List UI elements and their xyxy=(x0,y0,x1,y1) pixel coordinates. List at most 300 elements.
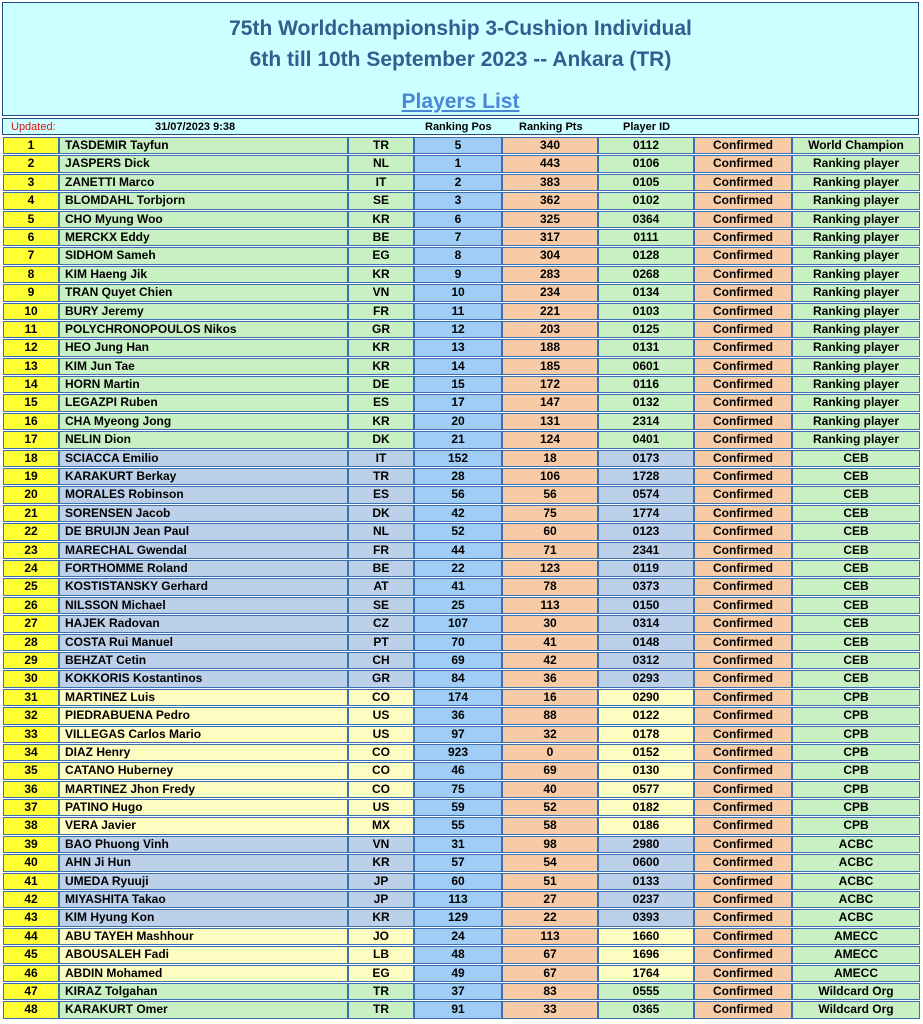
player-number: 21 xyxy=(3,505,59,522)
player-status: Confirmed xyxy=(694,247,792,264)
player-nationality: ES xyxy=(348,394,414,411)
player-name: DE BRUIJN Jean Paul xyxy=(59,523,348,540)
player-number: 26 xyxy=(3,597,59,614)
player-number: 44 xyxy=(3,928,59,945)
qualification-type: CEB xyxy=(792,578,920,595)
player-number: 17 xyxy=(3,431,59,448)
qualification-type: AMECC xyxy=(792,928,920,945)
table-row xyxy=(0,523,923,541)
player-name: KARAKURT Berkay xyxy=(59,468,348,485)
ranking-pts: 78 xyxy=(502,578,598,595)
player-name: SCIACCA Emilio xyxy=(59,450,348,467)
table-row xyxy=(0,817,923,835)
qualification-type: Ranking player xyxy=(792,192,920,209)
table-row xyxy=(0,652,923,670)
player-name: LEGAZPI Ruben xyxy=(59,394,348,411)
ranking-pos: 55 xyxy=(414,817,502,834)
ranking-pts: 69 xyxy=(502,762,598,779)
player-status: Confirmed xyxy=(694,174,792,191)
player-number: 16 xyxy=(3,413,59,430)
player-status: Confirmed xyxy=(694,560,792,577)
ranking-pts: 340 xyxy=(502,137,598,154)
qualification-type: Ranking player xyxy=(792,431,920,448)
player-nationality: JO xyxy=(348,928,414,945)
table-row xyxy=(0,229,923,247)
ranking-pts: 203 xyxy=(502,321,598,338)
ranking-pos: 152 xyxy=(414,450,502,467)
player-number: 37 xyxy=(3,799,59,816)
qualification-type: Wildcard Org xyxy=(792,983,920,1000)
player-name: HEO Jung Han xyxy=(59,339,348,356)
player-status: Confirmed xyxy=(694,542,792,559)
table-row xyxy=(0,965,923,983)
player-nationality: FR xyxy=(348,303,414,320)
player-nationality: BE xyxy=(348,229,414,246)
ranking-pts: 22 xyxy=(502,909,598,926)
player-id: 0111 xyxy=(598,229,694,246)
ranking-pts: 188 xyxy=(502,339,598,356)
qualification-type: Ranking player xyxy=(792,394,920,411)
player-number: 9 xyxy=(3,284,59,301)
player-nationality: LB xyxy=(348,946,414,963)
ranking-pos: 59 xyxy=(414,799,502,816)
ranking-pts: 147 xyxy=(502,394,598,411)
player-status: Confirmed xyxy=(694,726,792,743)
player-status: Confirmed xyxy=(694,799,792,816)
player-status: Confirmed xyxy=(694,431,792,448)
player-id: 0122 xyxy=(598,707,694,724)
ranking-pos: 14 xyxy=(414,358,502,375)
player-status: Confirmed xyxy=(694,707,792,724)
player-nationality: KR xyxy=(348,909,414,926)
qualification-type: Ranking player xyxy=(792,376,920,393)
player-number: 27 xyxy=(3,615,59,632)
player-id: 0173 xyxy=(598,450,694,467)
ranking-pts: 41 xyxy=(502,634,598,651)
table-row xyxy=(0,486,923,504)
player-name: FORTHOMME Roland xyxy=(59,560,348,577)
ranking-pos: 69 xyxy=(414,652,502,669)
player-number: 4 xyxy=(3,192,59,209)
table-row xyxy=(0,192,923,210)
player-id: 0130 xyxy=(598,762,694,779)
qualification-type: CEB xyxy=(792,486,920,503)
ranking-pts: 33 xyxy=(502,1001,598,1018)
qualification-type: CPB xyxy=(792,689,920,706)
player-number: 46 xyxy=(3,965,59,982)
player-name: MORALES Robinson xyxy=(59,486,348,503)
ranking-pts: 172 xyxy=(502,376,598,393)
ranking-pos: 44 xyxy=(414,542,502,559)
ranking-pos: 52 xyxy=(414,523,502,540)
player-nationality: KR xyxy=(348,854,414,871)
player-nationality: EG xyxy=(348,965,414,982)
player-nationality: US xyxy=(348,799,414,816)
ranking-pts: 317 xyxy=(502,229,598,246)
player-nationality: SE xyxy=(348,192,414,209)
ranking-pts: 54 xyxy=(502,854,598,871)
player-nationality: NL xyxy=(348,523,414,540)
player-name: JASPERS Dick xyxy=(59,155,348,172)
player-number: 19 xyxy=(3,468,59,485)
ranking-pts: 51 xyxy=(502,873,598,890)
player-nationality: BE xyxy=(348,560,414,577)
players-table xyxy=(0,137,923,1020)
player-name: KIM Jun Tae xyxy=(59,358,348,375)
player-nationality: US xyxy=(348,726,414,743)
player-id: 0186 xyxy=(598,817,694,834)
ranking-pos: 7 xyxy=(414,229,502,246)
ranking-pts: 221 xyxy=(502,303,598,320)
player-nationality: DK xyxy=(348,505,414,522)
player-number: 32 xyxy=(3,707,59,724)
ranking-pos: 75 xyxy=(414,781,502,798)
player-status: Confirmed xyxy=(694,450,792,467)
player-status: Confirmed xyxy=(694,744,792,761)
player-nationality: VN xyxy=(348,836,414,853)
player-number: 8 xyxy=(3,266,59,283)
player-nationality: TR xyxy=(348,1001,414,1018)
ranking-pos: 9 xyxy=(414,266,502,283)
qualification-type: CPB xyxy=(792,799,920,816)
table-row xyxy=(0,836,923,854)
player-id: 0178 xyxy=(598,726,694,743)
ranking-pos: 28 xyxy=(414,468,502,485)
player-name: CATANO Huberney xyxy=(59,762,348,779)
player-id: 0293 xyxy=(598,670,694,687)
ranking-pos: 15 xyxy=(414,376,502,393)
player-number: 2 xyxy=(3,155,59,172)
qualification-type: ACBC xyxy=(792,909,920,926)
player-number: 11 xyxy=(3,321,59,338)
qualification-type: CPB xyxy=(792,726,920,743)
player-id: 0150 xyxy=(598,597,694,614)
qualification-type: CEB xyxy=(792,597,920,614)
player-name: BURY Jeremy xyxy=(59,303,348,320)
player-id: 0116 xyxy=(598,376,694,393)
player-status: Confirmed xyxy=(694,983,792,1000)
player-number: 45 xyxy=(3,946,59,963)
player-status: Confirmed xyxy=(694,670,792,687)
table-row xyxy=(0,689,923,707)
player-nationality: JP xyxy=(348,873,414,890)
table-row xyxy=(0,155,923,173)
player-nationality: FR xyxy=(348,542,414,559)
player-nationality: GR xyxy=(348,321,414,338)
qualification-type: CEB xyxy=(792,450,920,467)
player-status: Confirmed xyxy=(694,413,792,430)
table-row xyxy=(0,762,923,780)
qualification-type: CPB xyxy=(792,762,920,779)
ranking-pos: 113 xyxy=(414,891,502,908)
ranking-pts: 113 xyxy=(502,597,598,614)
ranking-pts: 56 xyxy=(502,486,598,503)
player-name: KIRAZ Tolgahan xyxy=(59,983,348,1000)
table-row xyxy=(0,946,923,964)
ranking-pos: 22 xyxy=(414,560,502,577)
player-nationality: CO xyxy=(348,781,414,798)
player-name: MARTINEZ Jhon Fredy xyxy=(59,781,348,798)
ranking-pts: 124 xyxy=(502,431,598,448)
table-row xyxy=(0,781,923,799)
player-name: ZANETTI Marco xyxy=(59,174,348,191)
qualification-type: Ranking player xyxy=(792,229,920,246)
player-id: 0237 xyxy=(598,891,694,908)
ranking-pts: 383 xyxy=(502,174,598,191)
player-name: BAO Phuong Vinh xyxy=(59,836,348,853)
player-name: DIAZ Henry xyxy=(59,744,348,761)
player-id: 0123 xyxy=(598,523,694,540)
player-name: BEHZAT Cetin xyxy=(59,652,348,669)
ranking-pos: 37 xyxy=(414,983,502,1000)
player-nationality: VN xyxy=(348,284,414,301)
table-row xyxy=(0,707,923,725)
ranking-pos: 1 xyxy=(414,155,502,172)
player-id: 0574 xyxy=(598,486,694,503)
player-nationality: IT xyxy=(348,450,414,467)
player-id: 1774 xyxy=(598,505,694,522)
qualification-type: Ranking player xyxy=(792,303,920,320)
player-name: VERA Javier xyxy=(59,817,348,834)
player-number: 13 xyxy=(3,358,59,375)
table-row xyxy=(0,431,923,449)
player-nationality: TR xyxy=(348,137,414,154)
player-id: 1696 xyxy=(598,946,694,963)
player-nationality: KR xyxy=(348,211,414,228)
ranking-pos: 20 xyxy=(414,413,502,430)
ranking-pos: 12 xyxy=(414,321,502,338)
player-name: KIM Haeng Jik xyxy=(59,266,348,283)
ranking-pos: 97 xyxy=(414,726,502,743)
player-number: 12 xyxy=(3,339,59,356)
player-number: 48 xyxy=(3,1001,59,1018)
player-nationality: ES xyxy=(348,486,414,503)
ranking-pos: 2 xyxy=(414,174,502,191)
player-status: Confirmed xyxy=(694,394,792,411)
player-number: 1 xyxy=(3,137,59,154)
qualification-type: CEB xyxy=(792,615,920,632)
player-name: SIDHOM Sameh xyxy=(59,247,348,264)
ranking-pos: 31 xyxy=(414,836,502,853)
column-header-ranking-pts: Ranking Pts xyxy=(519,121,583,133)
player-name: HAJEK Radovan xyxy=(59,615,348,632)
player-id: 0555 xyxy=(598,983,694,1000)
player-name: KOKKORIS Kostantinos xyxy=(59,670,348,687)
qualification-type: CPB xyxy=(792,781,920,798)
player-name: TASDEMIR Tayfun xyxy=(59,137,348,154)
player-status: Confirmed xyxy=(694,836,792,853)
player-id: 0365 xyxy=(598,1001,694,1018)
player-nationality: PT xyxy=(348,634,414,651)
player-status: Confirmed xyxy=(694,211,792,228)
player-number: 6 xyxy=(3,229,59,246)
player-name: MERCKX Eddy xyxy=(59,229,348,246)
table-row xyxy=(0,542,923,560)
qualification-type: ACBC xyxy=(792,836,920,853)
player-status: Confirmed xyxy=(694,597,792,614)
qualification-type: AMECC xyxy=(792,946,920,963)
player-number: 15 xyxy=(3,394,59,411)
ranking-pos: 48 xyxy=(414,946,502,963)
player-name: CHO Myung Woo xyxy=(59,211,348,228)
player-nationality: EG xyxy=(348,247,414,264)
ranking-pts: 18 xyxy=(502,450,598,467)
player-id: 0601 xyxy=(598,358,694,375)
player-name: VILLEGAS Carlos Mario xyxy=(59,726,348,743)
table-row xyxy=(0,578,923,596)
player-number: 47 xyxy=(3,983,59,1000)
qualification-type: CPB xyxy=(792,817,920,834)
player-id: 0312 xyxy=(598,652,694,669)
player-nationality: CH xyxy=(348,652,414,669)
player-status: Confirmed xyxy=(694,873,792,890)
ranking-pts: 283 xyxy=(502,266,598,283)
player-name: KARAKURT Omer xyxy=(59,1001,348,1018)
table-row xyxy=(0,468,923,486)
ranking-pts: 325 xyxy=(502,211,598,228)
qualification-type: Ranking player xyxy=(792,211,920,228)
player-nationality: JP xyxy=(348,891,414,908)
page-header xyxy=(2,2,919,116)
qualification-type: ACBC xyxy=(792,873,920,890)
qualification-type: CEB xyxy=(792,634,920,651)
player-name: HORN Martin xyxy=(59,376,348,393)
ranking-pos: 129 xyxy=(414,909,502,926)
player-status: Confirmed xyxy=(694,229,792,246)
player-nationality: AT xyxy=(348,578,414,595)
player-id: 0314 xyxy=(598,615,694,632)
ranking-pos: 49 xyxy=(414,965,502,982)
ranking-pos: 8 xyxy=(414,247,502,264)
ranking-pts: 27 xyxy=(502,891,598,908)
ranking-pos: 10 xyxy=(414,284,502,301)
ranking-pts: 32 xyxy=(502,726,598,743)
player-id: 0119 xyxy=(598,560,694,577)
table-row xyxy=(0,284,923,302)
updated-timestamp: 31/07/2023 9:38 xyxy=(155,121,236,133)
player-name: UMEDA Ryuuji xyxy=(59,873,348,890)
ranking-pts: 75 xyxy=(502,505,598,522)
ranking-pos: 91 xyxy=(414,1001,502,1018)
ranking-pos: 17 xyxy=(414,394,502,411)
player-status: Confirmed xyxy=(694,358,792,375)
qualification-type: CEB xyxy=(792,560,920,577)
player-number: 18 xyxy=(3,450,59,467)
qualification-type: Ranking player xyxy=(792,284,920,301)
player-nationality: US xyxy=(348,707,414,724)
player-number: 33 xyxy=(3,726,59,743)
player-number: 3 xyxy=(3,174,59,191)
player-status: Confirmed xyxy=(694,137,792,154)
player-name: ABU TAYEH Mashhour xyxy=(59,928,348,945)
table-row xyxy=(0,726,923,744)
player-id: 0401 xyxy=(598,431,694,448)
table-row xyxy=(0,247,923,265)
ranking-pos: 3 xyxy=(414,192,502,209)
ranking-pts: 67 xyxy=(502,946,598,963)
ranking-pos: 84 xyxy=(414,670,502,687)
ranking-pts: 42 xyxy=(502,652,598,669)
player-nationality: IT xyxy=(348,174,414,191)
player-nationality: KR xyxy=(348,358,414,375)
player-status: Confirmed xyxy=(694,192,792,209)
table-row xyxy=(0,744,923,762)
table-header-row xyxy=(2,118,919,135)
player-nationality: KR xyxy=(348,266,414,283)
ranking-pos: 42 xyxy=(414,505,502,522)
player-nationality: TR xyxy=(348,468,414,485)
player-status: Confirmed xyxy=(694,762,792,779)
player-status: Confirmed xyxy=(694,155,792,172)
player-number: 20 xyxy=(3,486,59,503)
player-status: Confirmed xyxy=(694,339,792,356)
ranking-pos: 46 xyxy=(414,762,502,779)
player-nationality: CZ xyxy=(348,615,414,632)
qualification-type: ACBC xyxy=(792,891,920,908)
table-row xyxy=(0,615,923,633)
ranking-pos: 57 xyxy=(414,854,502,871)
table-row xyxy=(0,413,923,431)
table-row xyxy=(0,873,923,891)
player-id: 0112 xyxy=(598,137,694,154)
player-nationality: CO xyxy=(348,744,414,761)
table-row xyxy=(0,137,923,155)
player-nationality: MX xyxy=(348,817,414,834)
player-name: KIM Hyung Kon xyxy=(59,909,348,926)
qualification-type: World Champion xyxy=(792,137,920,154)
player-number: 22 xyxy=(3,523,59,540)
player-name: MIYASHITA Takao xyxy=(59,891,348,908)
table-row xyxy=(0,211,923,229)
player-status: Confirmed xyxy=(694,689,792,706)
player-nationality: KR xyxy=(348,339,414,356)
player-status: Confirmed xyxy=(694,634,792,651)
player-number: 41 xyxy=(3,873,59,890)
table-row xyxy=(0,799,923,817)
player-id: 0577 xyxy=(598,781,694,798)
table-row xyxy=(0,909,923,927)
ranking-pts: 67 xyxy=(502,965,598,982)
table-row xyxy=(0,505,923,523)
player-name: AHN Ji Hun xyxy=(59,854,348,871)
player-status: Confirmed xyxy=(694,284,792,301)
ranking-pts: 71 xyxy=(502,542,598,559)
player-name: ABDIN Mohamed xyxy=(59,965,348,982)
player-number: 31 xyxy=(3,689,59,706)
ranking-pts: 106 xyxy=(502,468,598,485)
ranking-pts: 88 xyxy=(502,707,598,724)
player-id: 0125 xyxy=(598,321,694,338)
ranking-pts: 185 xyxy=(502,358,598,375)
table-row xyxy=(0,358,923,376)
player-id: 0102 xyxy=(598,192,694,209)
player-id: 0290 xyxy=(598,689,694,706)
ranking-pts: 123 xyxy=(502,560,598,577)
player-nationality: TR xyxy=(348,983,414,1000)
player-id: 0182 xyxy=(598,799,694,816)
ranking-pos: 13 xyxy=(414,339,502,356)
players-list-link[interactable]: Players List xyxy=(401,90,520,113)
qualification-type: CPB xyxy=(792,707,920,724)
ranking-pts: 58 xyxy=(502,817,598,834)
player-status: Confirmed xyxy=(694,928,792,945)
ranking-pts: 131 xyxy=(502,413,598,430)
table-row xyxy=(0,303,923,321)
ranking-pos: 24 xyxy=(414,928,502,945)
player-id: 0134 xyxy=(598,284,694,301)
player-name: MARTINEZ Luis xyxy=(59,689,348,706)
player-name: PIEDRABUENA Pedro xyxy=(59,707,348,724)
